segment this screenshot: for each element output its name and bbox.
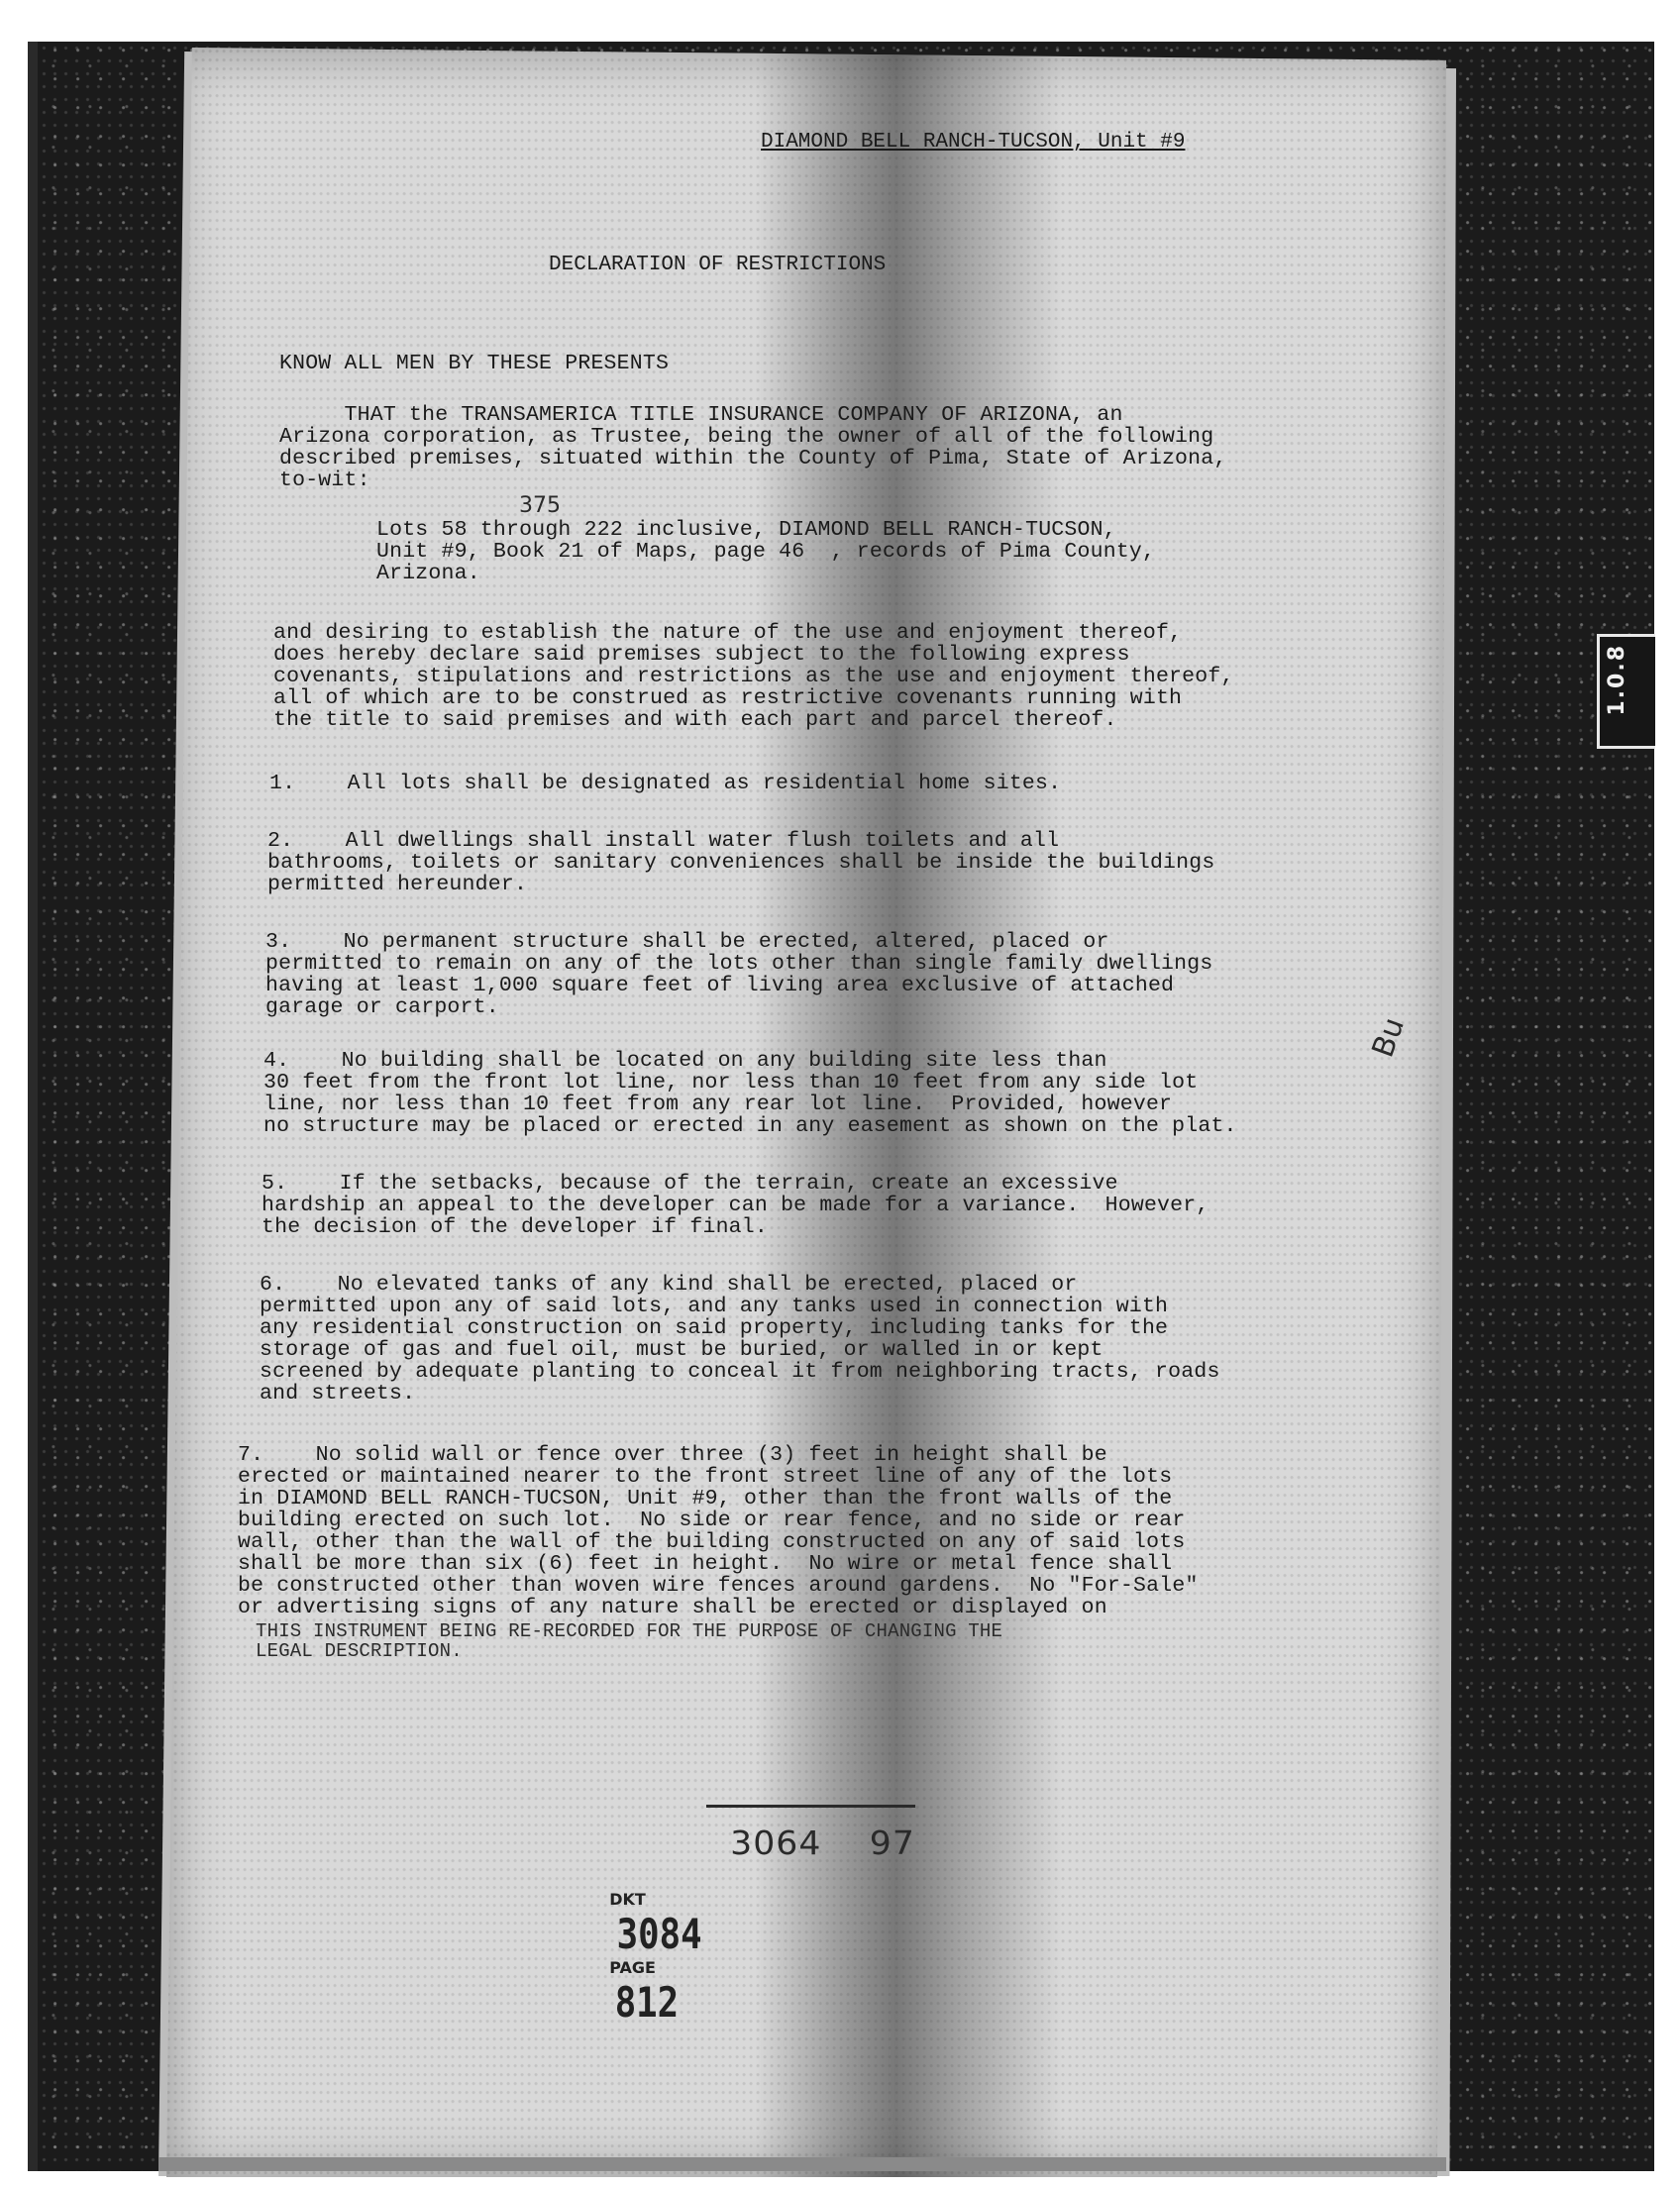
- body-line: all of which are to be construed as restrictive covenants running with: [273, 686, 1183, 710]
- restriction-1-line: 1. All lots shall be designated as residential home sites.: [269, 772, 1062, 795]
- restriction-6-line: storage of gas and fuel oil, must be buried, or walled in or kept: [260, 1338, 1103, 1362]
- preamble-line: Arizona corporation, as Trustee, being the owner of all of the following: [279, 425, 1214, 449]
- bottom-scan-strip: [158, 2157, 1446, 2171]
- page-number: 812: [614, 1978, 680, 2027]
- restriction-7-line: or advertising signs of any nature shall be erected or displayed on: [238, 1596, 1107, 1619]
- document-header: DIAMOND BELL RANCH-TUCSON, Unit #9: [761, 131, 1186, 154]
- restriction-5-line: hardship an appeal to the developer can be made for a variance. However,: [262, 1194, 1209, 1217]
- restriction-7-line: erected or maintained nearer to the front street line of any of the lots: [238, 1465, 1173, 1489]
- recorded-stamp: [706, 1785, 915, 1901]
- strike-line: [706, 1805, 915, 1808]
- restriction-7-line: in DIAMOND BELL RANCH-TUCSON, Unit #9, other than the front walls of the: [238, 1487, 1173, 1510]
- restriction-4-line: 4. No building shall be located on any building site less than: [263, 1049, 1107, 1073]
- book-stamp-prefix: DKT: [609, 1890, 646, 1909]
- restriction-4-line: line, nor less than 10 feet from any rear lot line. Provided, however: [263, 1093, 1173, 1116]
- body-line: does hereby declare said premises subject to the following express: [273, 643, 1130, 667]
- book-stamp-page-label: PAGE: [609, 1958, 656, 1977]
- scan-left-edge: [28, 42, 38, 2171]
- restriction-2-line: permitted hereunder.: [267, 873, 528, 896]
- restriction-7-line: 7. No solid wall or fence over three (3) feet in height shall be: [238, 1443, 1107, 1467]
- body-line: and desiring to establish the nature of the use and enjoyment thereof,: [273, 621, 1183, 645]
- restriction-6-line: and streets.: [260, 1382, 416, 1406]
- book-number: 3084: [616, 1910, 702, 1958]
- rerecord-notice-line: LEGAL DESCRIPTION.: [256, 1640, 463, 1662]
- lots-line: Arizona.: [376, 562, 480, 585]
- restriction-3-line: garage or carport.: [265, 995, 499, 1019]
- intro-line: KNOW ALL MEN BY THESE PRESENTS: [279, 352, 670, 375]
- lots-line: Lots 58 through 222 inclusive, DIAMOND BELL RANCH-TUCSON,: [376, 518, 1116, 542]
- restriction-7-line: building erected on such lot. No side or rear fence, and no side or rear: [238, 1509, 1186, 1532]
- lots-line: Unit #9, Book 21 of Maps, page 46 , records of Pima County,: [376, 540, 1156, 564]
- restriction-3-line: 3. No permanent structure shall be erected, altered, placed or: [265, 930, 1109, 954]
- preamble-line: to-wit:: [279, 469, 370, 492]
- restriction-3-line: permitted to remain on any of the lots other than single family dwellings: [265, 952, 1213, 976]
- restriction-4-line: 30 feet from the front lot line, nor less than 10 feet from any side lot: [263, 1071, 1199, 1094]
- restriction-2-line: bathrooms, toilets or sanitary conveniences shall be inside the buildings: [267, 851, 1215, 875]
- recorded-stamp-text: 3064 97: [730, 1823, 915, 1862]
- body-line: the title to said premises and with each part and parcel thereof.: [273, 708, 1117, 732]
- restriction-6-line: screened by adequate planting to conceal it from neighboring tracts, roads: [260, 1360, 1220, 1384]
- rerecord-notice-line: THIS INSTRUMENT BEING RE-RECORDED FOR THE PURPOSE OF CHANGING THE: [256, 1620, 1003, 1642]
- restriction-6-line: 6. No elevated tanks of any kind shall be erected, placed or: [260, 1273, 1078, 1297]
- side-stamp-text: 1.0.8: [1605, 644, 1629, 716]
- body-line: covenants, stipulations and restrictions as the use and enjoyment thereof,: [273, 665, 1234, 688]
- restriction-7-line: shall be more than six (6) feet in height. No wire or metal fence shall: [238, 1552, 1173, 1576]
- restriction-5-line: the decision of the developer if final.: [262, 1215, 768, 1239]
- restriction-4-line: no structure may be placed or erected in any easement as shown on the plat.: [263, 1114, 1237, 1138]
- handwritten-lot-number: 375: [519, 493, 561, 518]
- document-title: DECLARATION OF RESTRICTIONS: [549, 254, 887, 276]
- restriction-2-line: 2. All dwellings shall install water flush toilets and all: [267, 829, 1060, 853]
- preamble-line: described premises, situated within the County of Pima, State of Arizona,: [279, 447, 1227, 470]
- restriction-7-line: wall, other than the wall of the building constructed on any of said lots: [238, 1530, 1186, 1554]
- restriction-6-line: permitted upon any of said lots, and any tanks used in connection with: [260, 1295, 1169, 1318]
- restriction-5-line: 5. If the setbacks, because of the terrain, create an excessive: [262, 1172, 1118, 1196]
- restriction-6-line: any residential construction on said property, including tanks for the: [260, 1316, 1169, 1340]
- restriction-7-line: be constructed other than woven wire fences around gardens. No "For-Sale": [238, 1574, 1199, 1598]
- book-page-stamp: [590, 1872, 709, 2027]
- restriction-3-line: having at least 1,000 square feet of living area exclusive of attached: [265, 974, 1175, 997]
- handwritten-initials: Bu: [1365, 1012, 1413, 1063]
- preamble-line: THAT the TRANSAMERICA TITLE INSURANCE COMPANY OF ARIZONA, an: [279, 403, 1123, 427]
